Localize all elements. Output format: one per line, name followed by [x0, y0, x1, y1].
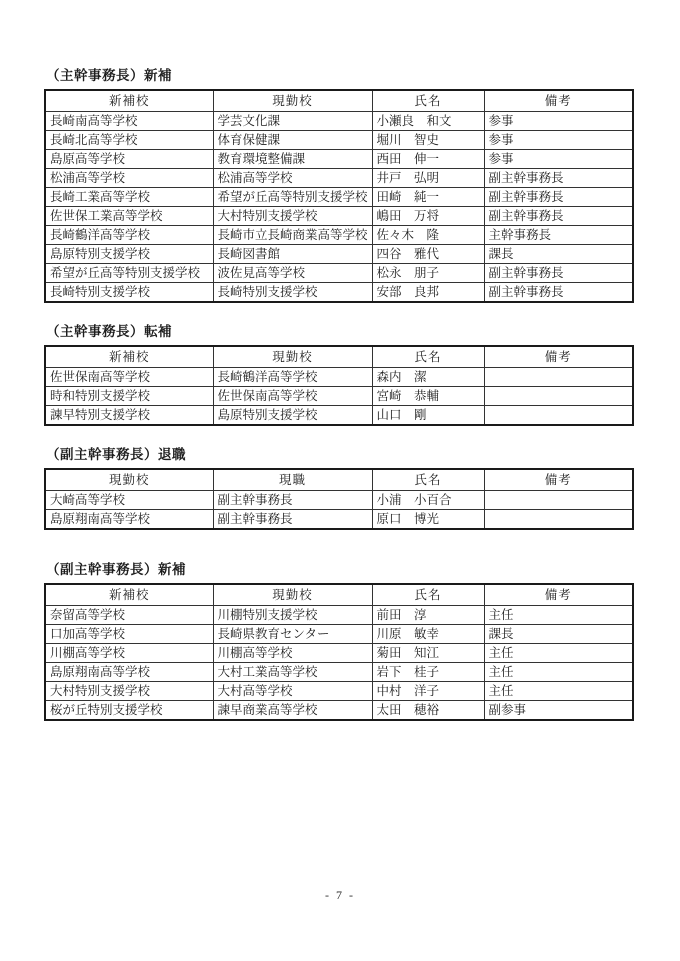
- table-cell: 原口 博光: [372, 510, 484, 530]
- section-title: （主幹事務長）新補: [46, 68, 172, 83]
- header-row: [45, 90, 633, 112]
- table-cell: 桜が丘特別支援学校: [45, 701, 213, 721]
- table-cell: 長崎特別支援学校: [45, 283, 213, 303]
- table-cell: 教育環境整備課: [213, 150, 372, 169]
- table-cell: 宮崎 恭輔: [372, 387, 484, 406]
- table-cell: 長崎特別支援学校: [213, 283, 372, 303]
- table-row: [45, 644, 633, 663]
- header-row: [45, 584, 633, 606]
- column-header: 備考: [484, 584, 633, 606]
- table-cell: 田崎 純一: [372, 188, 484, 207]
- table-cell: 主任: [484, 606, 633, 625]
- table-cell: 大崎高等学校: [45, 491, 213, 510]
- personnel-table: [44, 89, 634, 303]
- table-cell: 森内 潔: [372, 368, 484, 387]
- column-header: 備考: [484, 346, 633, 368]
- personnel-section: [44, 64, 632, 303]
- table-cell: [484, 406, 633, 426]
- table-cell: 井戸 弘明: [372, 169, 484, 188]
- table-row: [45, 368, 633, 387]
- column-header: 新補校: [45, 584, 213, 606]
- table-cell: 主任: [484, 682, 633, 701]
- table-cell: 島原高等学校: [45, 150, 213, 169]
- table-cell: 川原 敏幸: [372, 625, 484, 644]
- table-cell: 副主幹事務長: [484, 169, 633, 188]
- column-header: 氏名: [372, 469, 484, 491]
- table-cell: 中村 洋子: [372, 682, 484, 701]
- table-cell: 前田 淳: [372, 606, 484, 625]
- table-cell: 島原翔南高等学校: [45, 510, 213, 530]
- header-row: [45, 469, 633, 491]
- table-cell: 参事: [484, 150, 633, 169]
- table-cell: 奈留高等学校: [45, 606, 213, 625]
- table-cell: 山口 剛: [372, 406, 484, 426]
- table-cell: 長崎県教育センター: [213, 625, 372, 644]
- table-row: [45, 510, 633, 530]
- column-header: 備考: [484, 469, 633, 491]
- table-cell: 主任: [484, 644, 633, 663]
- table-cell: 課長: [484, 245, 633, 264]
- table-cell: 佐々木 隆: [372, 226, 484, 245]
- table-cell: 副参事: [484, 701, 633, 721]
- table-row: [45, 387, 633, 406]
- table-row: [45, 625, 633, 644]
- table-row: [45, 131, 633, 150]
- personnel-section: [44, 443, 632, 530]
- column-header: 新補校: [45, 90, 213, 112]
- table-cell: 安部 良邦: [372, 283, 484, 303]
- table-cell: [484, 387, 633, 406]
- table-cell: 副主幹事務長: [213, 510, 372, 530]
- table-cell: 長崎鶴洋高等学校: [213, 368, 372, 387]
- table-row: [45, 169, 633, 188]
- table-cell: 希望が丘高等特別支援学校: [213, 188, 372, 207]
- table-cell: 四谷 雅代: [372, 245, 484, 264]
- table-cell: 長崎北高等学校: [45, 131, 213, 150]
- table-cell: 副主幹事務長: [484, 207, 633, 226]
- table-cell: 小瀬良 和文: [372, 112, 484, 131]
- table-cell: 副主幹事務長: [484, 283, 633, 303]
- section-title: （副主幹事務長）新補: [46, 562, 186, 577]
- table-cell: 体育保健課: [213, 131, 372, 150]
- table-cell: 長崎鶴洋高等学校: [45, 226, 213, 245]
- table-cell: 副主幹事務長: [213, 491, 372, 510]
- table-cell: 岩下 桂子: [372, 663, 484, 682]
- table-cell: 希望が丘高等特別支援学校: [45, 264, 213, 283]
- table-row: [45, 112, 633, 131]
- table-row: [45, 663, 633, 682]
- table-cell: 島原特別支援学校: [45, 245, 213, 264]
- personnel-table: [44, 345, 634, 426]
- table-cell: 松永 朋子: [372, 264, 484, 283]
- table-cell: 長崎図書館: [213, 245, 372, 264]
- column-header: 氏名: [372, 584, 484, 606]
- column-header: 新補校: [45, 346, 213, 368]
- table-cell: 諫早商業高等学校: [213, 701, 372, 721]
- column-header: 氏名: [372, 90, 484, 112]
- table-row: [45, 283, 633, 303]
- table-row: [45, 264, 633, 283]
- personnel-table: [44, 468, 634, 530]
- table-cell: 小浦 小百合: [372, 491, 484, 510]
- table-cell: 諫早特別支援学校: [45, 406, 213, 426]
- table-row: [45, 150, 633, 169]
- table-row: [45, 188, 633, 207]
- table-cell: 主任: [484, 663, 633, 682]
- table-row: [45, 682, 633, 701]
- table-cell: 学芸文化課: [213, 112, 372, 131]
- column-header: 現勤校: [213, 584, 372, 606]
- table-cell: 佐世保南高等学校: [45, 368, 213, 387]
- table-cell: 佐世保工業高等学校: [45, 207, 213, 226]
- table-cell: 西田 伸一: [372, 150, 484, 169]
- table-cell: [484, 368, 633, 387]
- personnel-table: [44, 583, 634, 721]
- table-cell: 佐世保南高等学校: [213, 387, 372, 406]
- table-cell: 大村特別支援学校: [45, 682, 213, 701]
- table-cell: 課長: [484, 625, 633, 644]
- section-title: （主幹事務長）転補: [46, 324, 172, 339]
- table-row: [45, 406, 633, 426]
- table-cell: 松浦高等学校: [213, 169, 372, 188]
- table-cell: 島原特別支援学校: [213, 406, 372, 426]
- table-cell: 副主幹事務長: [484, 188, 633, 207]
- table-cell: 嶋田 万将: [372, 207, 484, 226]
- table-cell: 菊田 知江: [372, 644, 484, 663]
- column-header: 現勤校: [213, 90, 372, 112]
- table-cell: 長崎工業高等学校: [45, 188, 213, 207]
- table-row: [45, 606, 633, 625]
- table-cell: 川棚高等学校: [213, 644, 372, 663]
- table-row: [45, 207, 633, 226]
- table-cell: 長崎南高等学校: [45, 112, 213, 131]
- table-cell: 長崎市立長崎商業高等学校: [213, 226, 372, 245]
- personnel-section: [44, 320, 632, 426]
- table-cell: 参事: [484, 131, 633, 150]
- table-row: [45, 701, 633, 721]
- table-cell: [484, 510, 633, 530]
- section-title: （副主幹事務長）退職: [46, 447, 186, 462]
- table-cell: 時和特別支援学校: [45, 387, 213, 406]
- table-cell: 波佐見高等学校: [213, 264, 372, 283]
- column-header: 備考: [484, 90, 633, 112]
- table-row: [45, 245, 633, 264]
- table-cell: 松浦高等学校: [45, 169, 213, 188]
- table-cell: 口加高等学校: [45, 625, 213, 644]
- page-number: - 7 -: [325, 888, 355, 902]
- table-cell: 太田 穂裕: [372, 701, 484, 721]
- table-cell: 主幹事務長: [484, 226, 633, 245]
- table-row: [45, 491, 633, 510]
- personnel-section: [44, 558, 632, 721]
- table-cell: 大村特別支援学校: [213, 207, 372, 226]
- table-cell: 堀川 智史: [372, 131, 484, 150]
- column-header: 現勤校: [45, 469, 213, 491]
- table-cell: 川棚特別支援学校: [213, 606, 372, 625]
- table-row: [45, 226, 633, 245]
- column-header: 氏名: [372, 346, 484, 368]
- column-header: 現職: [213, 469, 372, 491]
- table-cell: 副主幹事務長: [484, 264, 633, 283]
- table-cell: 川棚高等学校: [45, 644, 213, 663]
- table-cell: [484, 491, 633, 510]
- header-row: [45, 346, 633, 368]
- table-cell: 大村工業高等学校: [213, 663, 372, 682]
- table-cell: 参事: [484, 112, 633, 131]
- table-cell: 大村高等学校: [213, 682, 372, 701]
- table-cell: 島原翔南高等学校: [45, 663, 213, 682]
- column-header: 現勤校: [213, 346, 372, 368]
